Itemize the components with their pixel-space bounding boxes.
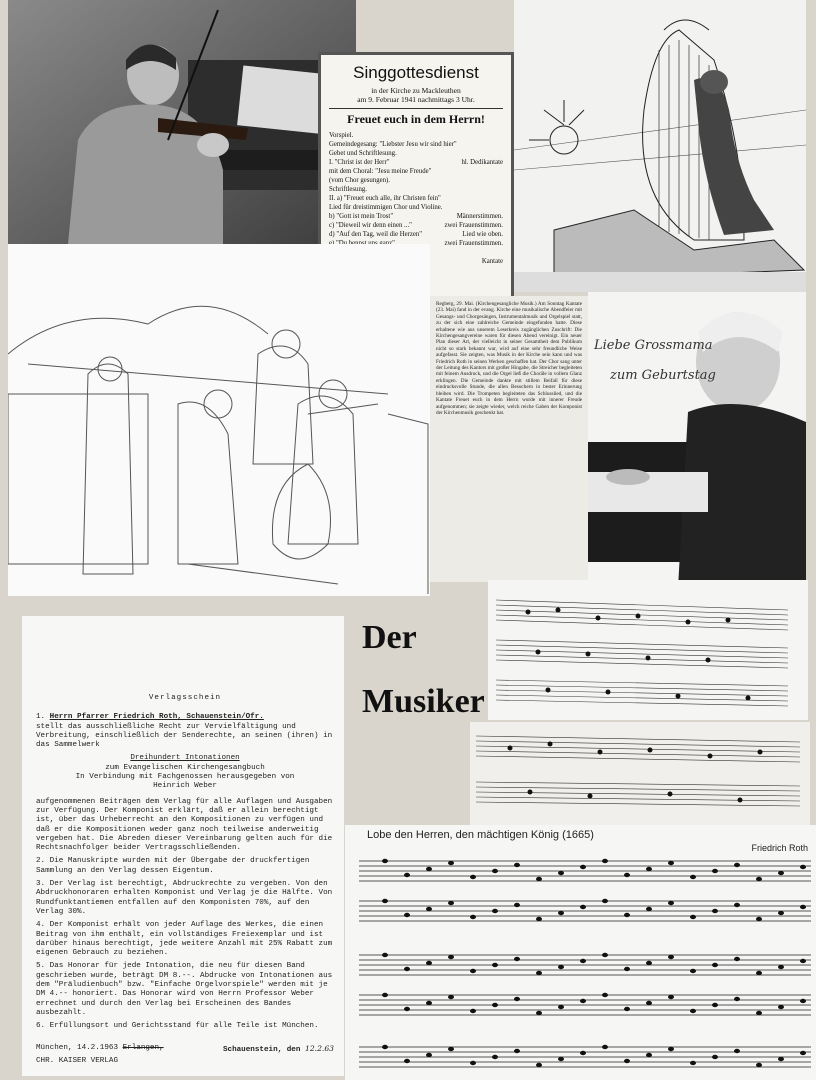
hymn-staves — [345, 825, 816, 1080]
work-title-text: Dreihundert Intonationen — [130, 754, 240, 763]
hymn-title: Lobe den Herren, den mächtigen König (1665) — [367, 829, 594, 841]
contract-heading: Verlagsschein — [148, 694, 222, 702]
contract-para-1: aufgenommenen Beiträgen dem Verlag für alle Auflagen und Ausgaben zur Verfügung. Der Komponist erklärt, daß er allein berechtigt ist, über das Urheberrecht an den Kompositionen zu verfügen und daß er die Kompositionen weder ganz noch teilweise anderweitig vergeben hat. Die Abreden dieser Vereinbarung gelten auch für die Rechtsnachfolger beider Vertragsschließenden. — [36, 797, 333, 853]
letter-greeting: Liebe Grossmama — [594, 338, 713, 353]
contract-place-left — [36, 1044, 164, 1055]
program-line-text: Lied für dreistimmigen Chor und Violine. — [329, 204, 443, 211]
contract-work-editor: Heinrich Weber — [153, 782, 217, 791]
hymn-score — [345, 825, 816, 1080]
portrait-letter — [588, 292, 806, 588]
program-line — [329, 140, 503, 149]
newspaper-clipping — [430, 296, 588, 582]
contract-item-2-text: Die Manuskripte wurden mit der Übergabe der druckfertigen Sammlung an den Verlag dessen Eigentum. — [36, 857, 310, 875]
program-date: am 9. Februar 1941 nachmittags 3 Uhr. — [357, 95, 475, 104]
program-line-text: I. "Christ ist der Herr" — [329, 159, 390, 166]
program-line — [329, 167, 503, 176]
program-line-text: Schriftlesung. — [329, 186, 367, 193]
contract-place-right — [223, 1044, 334, 1055]
contract-author: Herrn Pfarrer Friedrich Roth, Schauenstein/Ofr. — [49, 713, 264, 722]
violinist-photo — [8, 0, 356, 244]
program-line-text: c) "Dieweil wir denn einen ..." — [329, 222, 412, 229]
ensemble-sketch — [8, 244, 430, 596]
hymn-composer: Friedrich Roth — [751, 843, 808, 853]
violinist-illustration — [8, 0, 356, 244]
program-line — [329, 158, 503, 167]
contract-item-2: 2. Die Manuskripte wurden mit der Übergabe der druckfertigen Sammlung an den Verlag dessen Eigentum. — [36, 857, 310, 875]
program-line — [329, 149, 503, 158]
contract-item-5: 5. Das Honorar für jede Intonation, die neu für diesen Band geschrieben wurde, beträgt DM 8.--. Abdrucke von Intonationen aus dem "Präludienbuch" bzw. "Einfache Orgelvorspiele" werden mit je DM 4.-- honoriert. Das Honorar wird von Herrn Professor Weber errechnet und durch den Verlag bei Erscheinen des Bandes ausbezahlt. — [36, 962, 333, 1017]
program-motto: Freuet euch in dem Herrn! — [329, 108, 503, 127]
contract-item-3-text: Der Verlag ist berechtigt, Abdruckrechte zu vergeben. Von den Abdruckhonoraren erhalten Komponist und Verlag je die Hälfte. Von Rundfunktantiemen entfallen auf den Komponisten 70%, auf den Verlag 30%. — [36, 880, 333, 916]
program-line-note: Lied wie oben. — [462, 231, 503, 238]
title-der: Der — [362, 619, 417, 656]
staff-lines-1 — [488, 580, 808, 720]
program-line-text: Gebet und Schriftlesung. — [329, 150, 397, 157]
program-line-note: zwei Frauenstimmen. — [444, 240, 503, 247]
program-line-note: Kantate — [481, 258, 503, 265]
program-line — [329, 221, 503, 230]
contract-publisher: CHR. KAISER VERLAG — [36, 1056, 119, 1065]
program-line-note: zwei Frauenstimmen. — [444, 222, 503, 229]
program-line — [329, 131, 503, 140]
program-line — [329, 194, 503, 203]
program-line-text: (vom Chor gesungen). — [329, 177, 390, 184]
contract-work-sub: zum Evangelischen Kirchengesangbuch — [105, 763, 265, 772]
program-line — [329, 230, 503, 239]
program-line-text: II. a) "Freuet euch alle, ihr Christen fein" — [329, 195, 441, 202]
contract-work-editor-line: In Verbindung mit Fachgenossen herausgegeben von — [75, 773, 295, 782]
program-line-text: Vorspiel. — [329, 132, 354, 139]
harp-illustration — [514, 0, 806, 292]
publishing-contract — [22, 616, 344, 1076]
program-line — [329, 203, 503, 212]
contract-item-1-body: stellt das ausschließliche Recht zur Vervielfältigung und Verbreitung, einschließlich der Senderechte, an seinen (ihren) in das Sammelwerk — [36, 722, 333, 750]
contract-item-3: 3. Der Verlag ist berechtigt, Abdruckrechte zu vergeben. Von den Abdruckhonoraren erhalten Komponist und Verlag je die Hälfte. Von Rundfunktantiemen entfallen auf den Komponisten 70%, auf den Verlag 30%. — [36, 880, 333, 916]
contract-item-6-text: Erfüllungsort und Gerichtsstand für alle Teile ist München. — [49, 1022, 319, 1031]
contract-struck-place: Erlangen, — [122, 1043, 164, 1052]
program-line-text: d) "Auf den Tag, weil die Herzen" — [329, 231, 423, 238]
contract-signature-row — [36, 1044, 334, 1055]
program-line — [329, 176, 503, 185]
sheet-music-2 — [470, 722, 810, 830]
harp-drawing — [514, 0, 806, 292]
contract-date-left: München, 14.2.1963 — [36, 1043, 119, 1052]
program-title: Singgottesdienst — [353, 63, 479, 82]
program-line-text: Gemeindegesang: "Liebster Jesu wir sind hier" — [329, 141, 457, 148]
title-musiker: Musiker — [362, 683, 485, 720]
contract-date-right: 12.2.63 — [305, 1043, 334, 1053]
program-line-text: mit dem Choral: "Jesu meine Freude" — [329, 168, 432, 175]
newspaper-text: Regberg, 29. Mai. (Kirchengesangliche Musik.) Am Sonntag Kantate (23. Mai) fand in der evang. Kirche eine musikalische Abendfeier mit Gesangs- und Chorgesängen, Instrumentalmusik und Orgelspiel statt, zu der sich eine zahlreiche Gemeinde eingefunden hatte. Diese erhaltene wie aus unserem Leserkreis zugänglichen Zuschrift: Die Kirchengesangvereine waren für diesen Abend vereinigt. Ein neuer Plan dieser Art, der vielleicht in seiner Gesamtheit dem Publikum nicht so stark bekannt war, wird auf eine sehr freundliche Weise aufgefasst. Sie zeigten, was Musik in der Kirche sein kann und was Friedrich Roth in seinen Werken geschaffen hat. Der Chor sang unter der Leitung des Kantors mit großer Hingabe, die Streicher begleiteten mit feinem Ausdruck, und die Orgel ließ die Choräle in vollem Glanz erklingen. Die Gemeinde dankte mit stillem Beifall für diese eindrucksvolle Stunde, die allen Besuchern in bester Erinnerung bleiben wird. Die Trompeten begleiteten das Schlusslied, und die Kantate Freuet euch in dem Herrn wurde mit innerer Freude aufgenommen; sie zeigte wieder, welch reiche Gaben der Komponist der Kirchenmusik geschenkt hat. — [436, 301, 582, 416]
letter-occasion: zum Geburtstag — [610, 368, 716, 383]
contract-item-4: 4. Der Komponist erhält von jeder Auflage des Werkes, die einen Beitrag von ihm enthält, ein vollständiges Freiexemplar und ist darüber hinaus berechtigt, jede weitere Anzahl mit 25% Rabatt zum eigenen Gebrauch zu beziehen. — [36, 921, 333, 958]
program-line — [329, 185, 503, 194]
program-line-note: Männerstimmen. — [456, 213, 503, 220]
contract-item-1-head: 1. Herrn Pfarrer Friedrich Roth, Schauenstein/Ofr. — [36, 713, 264, 722]
program-line-note: hl. Dedikantate — [461, 159, 503, 166]
ensemble-illustration — [8, 244, 430, 596]
contract-item-5-text: Das Honorar für jede Intonation, die neu für diesen Band geschrieben wurde, beträgt DM 8.--. Abdrucke von Intonationen aus dem "Präludienbuch" bzw. "Einfache Orgelvorspiele" werden mit je DM 4.-- honoriert. Das Honorar wird von Herrn Professor Weber errechnet und durch den Verlag bei Erscheinen des Bandes ausbezahlt. — [36, 962, 333, 1017]
program-line — [329, 212, 503, 221]
contract-work-title — [36, 754, 334, 763]
staff-lines-2 — [470, 722, 810, 830]
contract-item-6: 6. Erfüllungsort und Gerichtsstand für alle Teile ist München. — [36, 1022, 319, 1031]
program-location: in der Kirche zu Mackleuthen — [371, 86, 461, 95]
sheet-music-1 — [488, 580, 808, 720]
contract-item-4-text: Der Komponist erhält von jeder Auflage des Werkes, die einen Beitrag von ihm enthält, ein vollständiges Freiexemplar und ist darüber hinaus berechtigt, jede weitere Anzahl mit 25% Rabatt zum eigenen Gebrauch zu beziehen. — [36, 921, 333, 958]
portrait-illustration — [588, 292, 806, 588]
program-line-text: b) "Gott ist mein Trost" — [329, 213, 394, 220]
contract-place-right-text: Schauenstein, den — [222, 1045, 301, 1054]
